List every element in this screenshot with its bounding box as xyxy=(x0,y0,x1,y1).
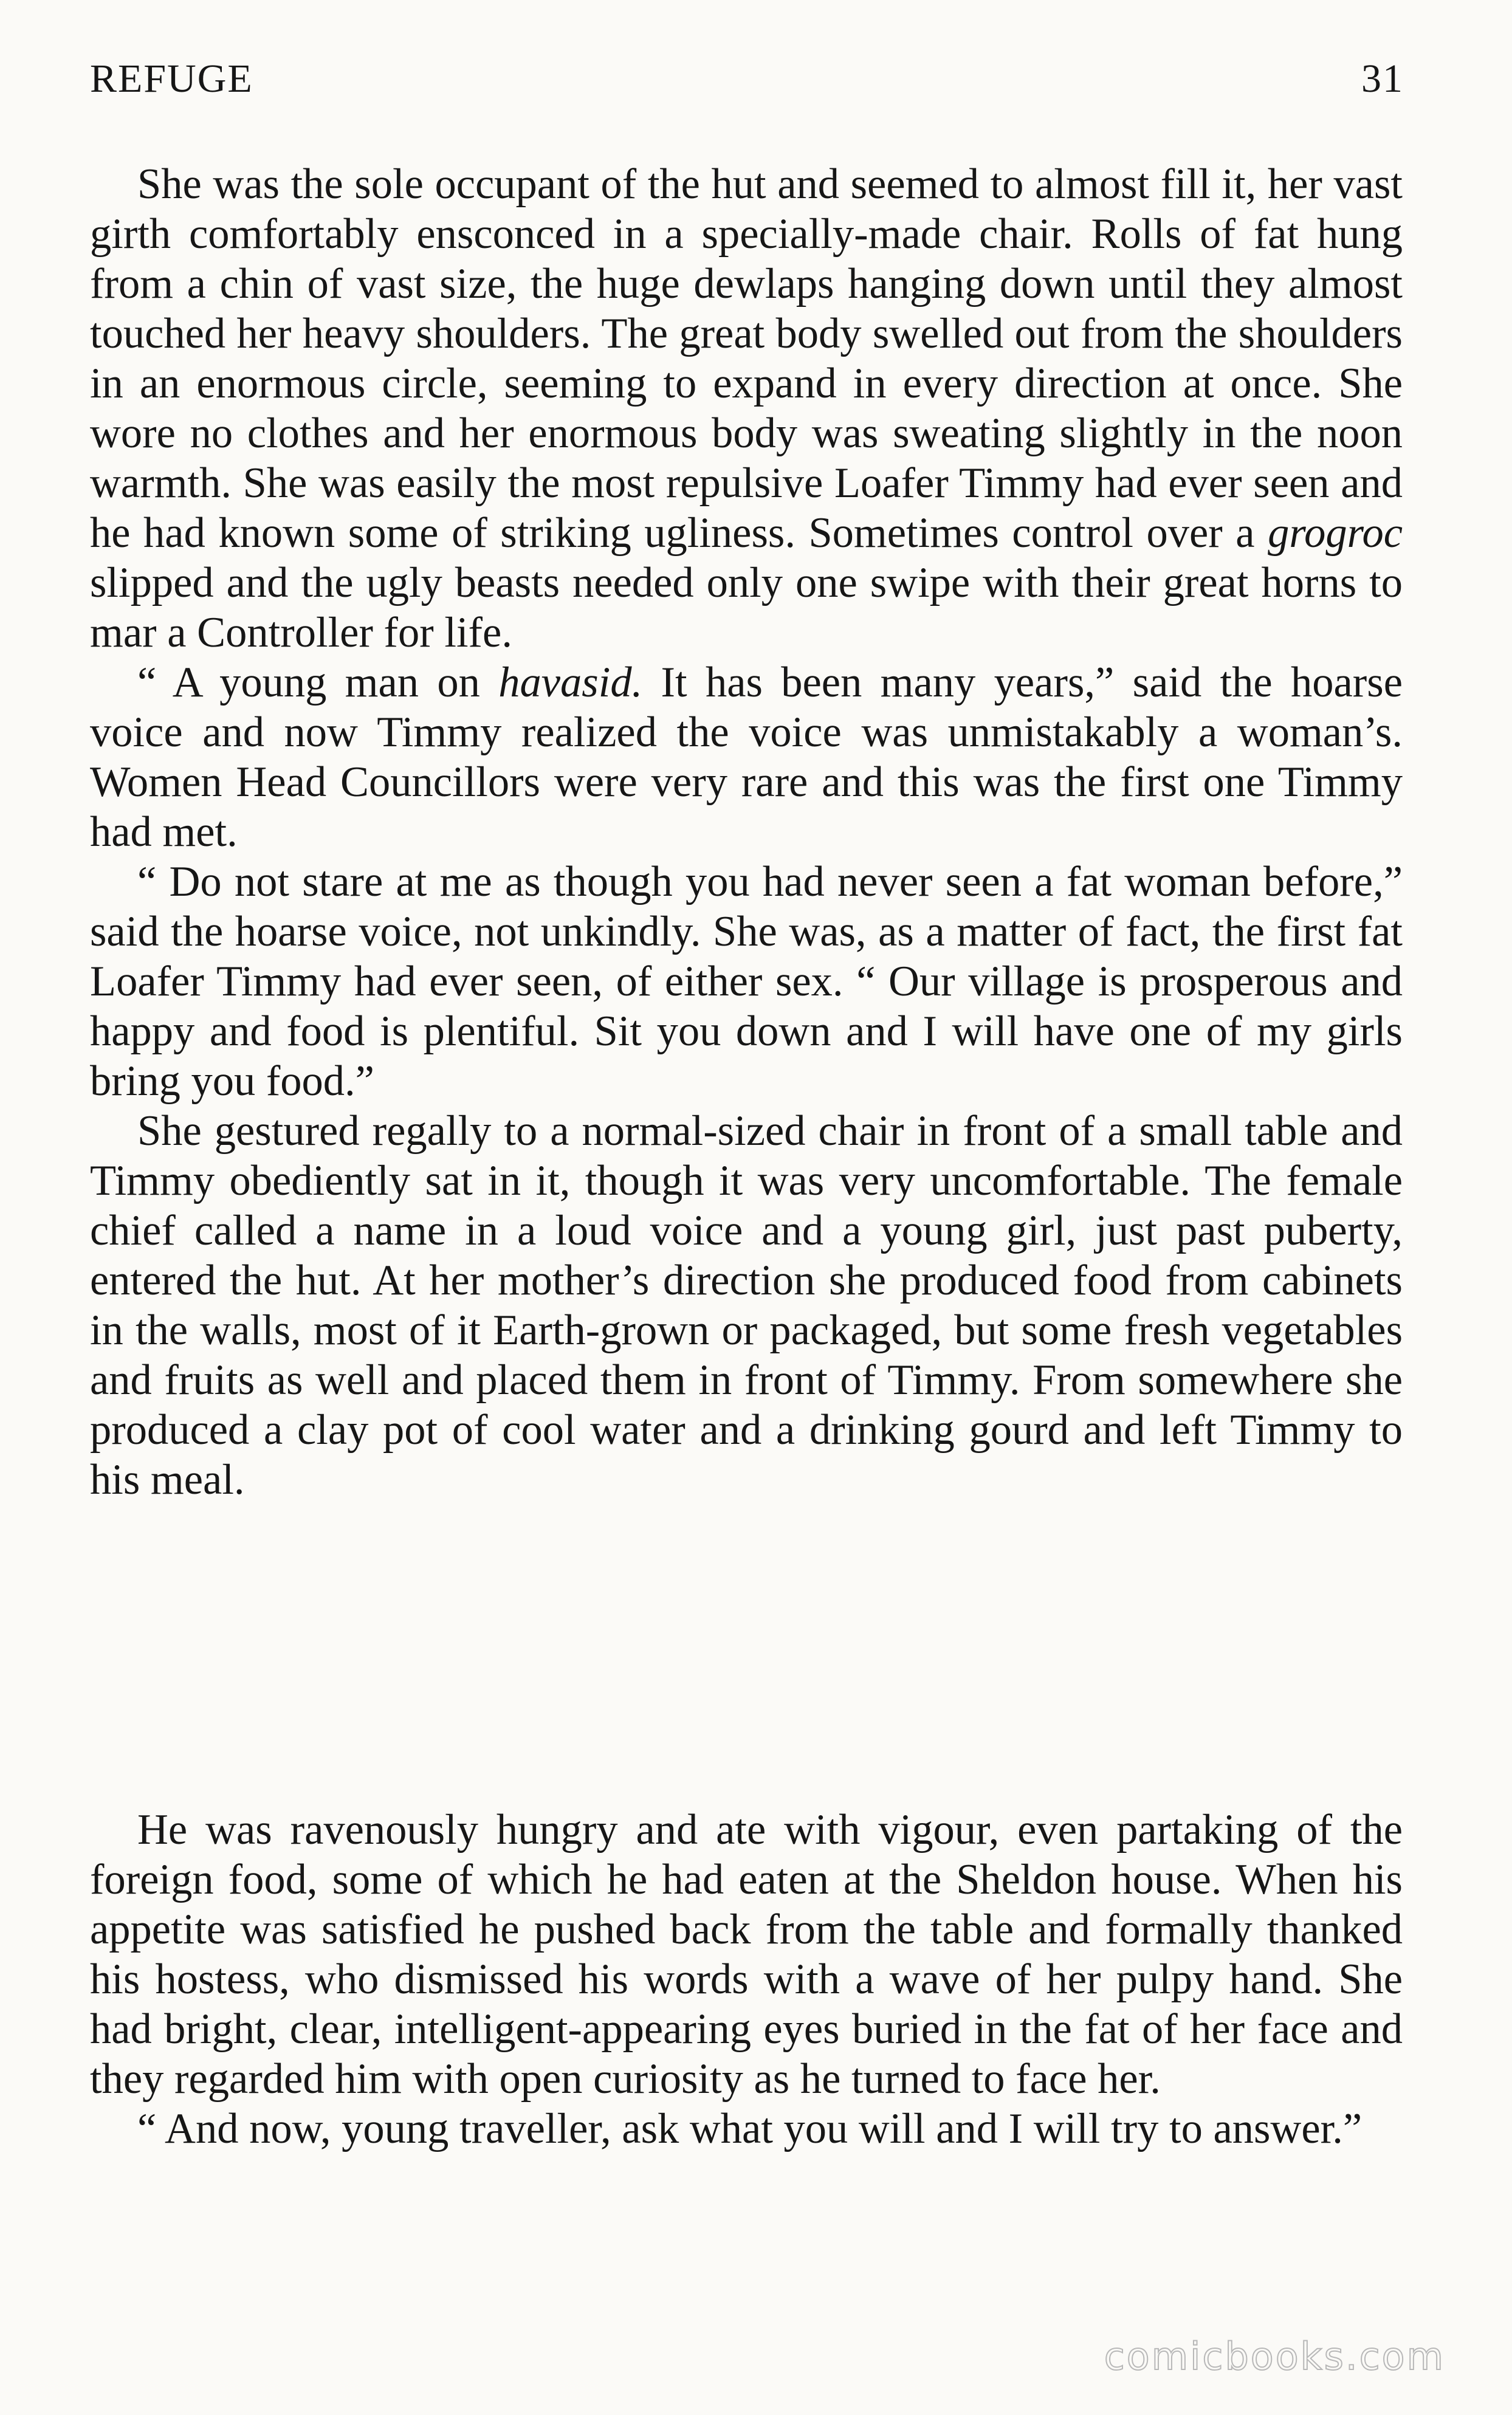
text-block-upper xyxy=(90,159,1403,1505)
paragraph-text: She gestured regally to a normal-sized chair in front of a small table and Timmy obediently sat in it, though it was very uncomfortable. The female chief called a name in a loud voice and a young girl, just past puberty, entered the hut. At her mother’s direction she produced food from cabinets in the walls, most of it Earth-grown or packaged, but some fresh vegetables and fruits as well and placed them in front of Timmy. From somewhere she produced a clay pot of cool water and a drinking gourd and left Timmy to his meal. xyxy=(90,1107,1403,1503)
paragraph: “ And now, young traveller, ask what you will and I will try to answer.” xyxy=(137,2105,1363,2152)
paragraph xyxy=(90,658,1403,857)
italic-word: grogroc xyxy=(1268,509,1403,557)
running-head xyxy=(90,56,1404,111)
running-title: REFUGE xyxy=(90,57,253,101)
paragraph-text: slipped and the ugly beasts needed only one swipe with their great horns to mar a Controller for life. xyxy=(90,559,1403,656)
watermark: comicbooks.com xyxy=(1104,2334,1445,2379)
paragraph-text: It has been many years,” said the hoarse voice and now Timmy realized the voice was unmistakably a woman’s. Women Head Councillors were very rare and this was the first one Timmy had met. xyxy=(90,659,1403,856)
paragraph xyxy=(90,857,1403,1106)
italic-word: havasid. xyxy=(498,659,643,706)
paragraph-text: “ Do not stare at me as though you had never seen a fat woman before,” said the hoarse voice, not unkindly. She was, as a matter of fact, the first fat Loafer Timmy had ever seen, of either sex. “ Our village is prosperous and happy and food is plentiful. Sit you down and I will have one of my girls bring you food.” xyxy=(90,858,1403,1105)
page-number: 31 xyxy=(1361,57,1404,101)
paragraph xyxy=(90,159,1403,658)
paragraph xyxy=(90,1106,1403,1505)
paragraph-text: She was the sole occupant of the hut and seemed to almost fill it, her vast girth comfortably ensconced in a specially-made chair. Rolls of fat hung from a chin of vast size, the huge dewlaps hanging down until they almost touched her heavy shoulders. The great body swelled out from the shoulders in an enormous circle, seeming to expand in every direction at once. She wore no clothes and her enormous body was sweating slightly in the noon warmth. She was easily the most repulsive Loafer Timmy had ever seen and he had known some of striking ugliness. Sometimes control over a xyxy=(90,160,1403,557)
paragraph-text: “ A young man on xyxy=(137,659,499,706)
text-block-lower xyxy=(90,1805,1403,2154)
paragraph: He was ravenously hungry and ate with vigour, even partaking of the foreign food, some of which he had eaten at the Sheldon house. When his appetite was satisfied he pushed back from the table and formally thanked his hostess, who dismissed his words with a wave of her pulpy hand. She had bright, clear, intelligent-appearing eyes buried in the fat of her face and they regarded him with open curiosity as he turned to face her. xyxy=(90,1806,1403,2103)
